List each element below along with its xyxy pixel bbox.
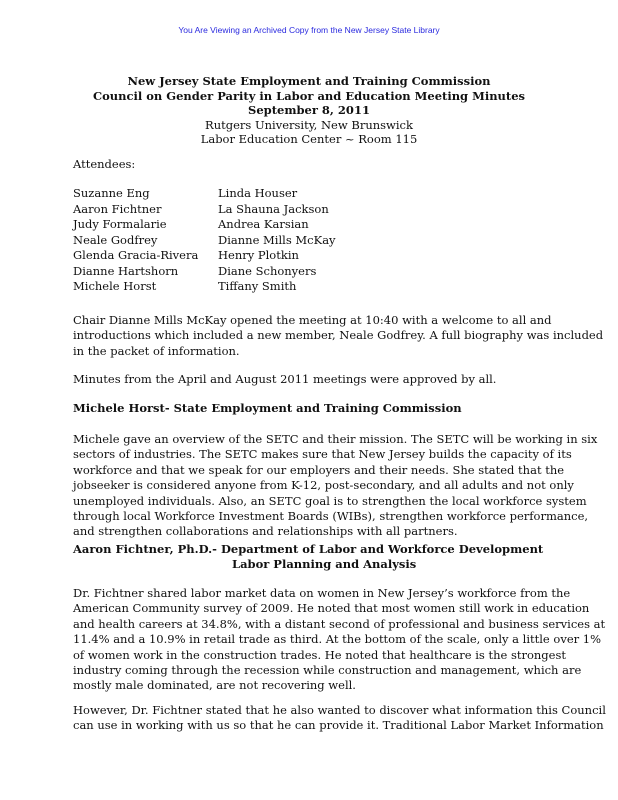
header-council: Council on Gender Parity in Labor and Education Meeting Minutes: [92, 88, 526, 103]
attendee-name: Aaron Fichtner: [73, 201, 162, 216]
paragraph-line: sectors of industries. The SETC makes sure that New Jersey builds the capacity of its: [73, 447, 572, 462]
attendee-name: Dianne Hartshorn: [73, 263, 179, 278]
paragraph-line: in the packet of information.: [73, 343, 240, 358]
paragraph-line: Chair Dianne Mills McKay opened the meeting at 10:40 with a welcome to all and: [73, 313, 552, 327]
paragraph-line: American Community survey of 2009. He noted that most women still work in education: [73, 601, 590, 616]
attendee-name: La Shauna Jackson: [218, 201, 329, 216]
paragraph-line: and health careers at 34.8%, with a distant second of professional and business services at: [73, 616, 606, 631]
attendees-left-column: [73, 186, 198, 295]
attendee-name: Michele Horst: [73, 279, 157, 293]
heading-line: Aaron Fichtner, Ph.D.- Department of Labor and Workforce Development: [73, 542, 544, 556]
attendee-name: Neale Godfrey: [73, 232, 158, 247]
attendee-name: Andrea Karsian: [218, 217, 309, 231]
attendee-name: Glenda Gracia-Rivera: [73, 248, 199, 262]
document-header: [0, 74, 618, 147]
paragraph-line: and strengthen collaborations and relationships with all partners.: [73, 524, 458, 539]
attendee-name: Linda Houser: [218, 186, 298, 200]
header-commission: New Jersey State Employment and Training Commission: [127, 74, 491, 88]
fichtner-closing-paragraph: [73, 703, 606, 734]
attendees-label: Attendees:: [73, 157, 136, 171]
paragraph-line: 11.4% and a 10.9% in retail trade as third. At the bottom of the scale, only a little over 1%: [73, 632, 602, 647]
paragraph-line: industry coming through the recession while construction and management, which are: [73, 663, 582, 678]
archive-banner: You Are Viewing an Archived Copy from the New Jersey State Library: [178, 25, 440, 35]
attendee-name: Diane Schonyers: [218, 263, 317, 278]
paragraph-line: Dr. Fichtner shared labor market data on women in New Jersey’s workforce from the: [73, 586, 571, 600]
header-date: September 8, 2011: [248, 103, 370, 118]
paragraph-line: Minutes from the April and August 2011 meetings were approved by all.: [73, 372, 497, 386]
attendee-name: Judy Formalarie: [73, 217, 167, 231]
paragraph-line: However, Dr. Fichtner stated that he also wanted to discover what information this Council: [73, 703, 606, 717]
attendees-right-column: [218, 186, 336, 295]
attendee-name: Dianne Mills McKay: [218, 232, 336, 247]
paragraph-line: of women work in the construction trades. He noted that healthcare is the strongest: [73, 647, 566, 662]
paragraph-line: jobseeker is considered anyone from K-12, post-secondary, and all adults and not only: [73, 478, 574, 493]
minutes-approval-paragraph: [73, 372, 553, 387]
header-location: Rutgers University, New Brunswick: [205, 117, 413, 132]
fichtner-paragraph: [73, 586, 606, 694]
heading-subline: Labor Planning and Analysis: [232, 557, 417, 572]
paragraph-line: can use in working with us so that he can provide it. Traditional Labor Market Information: [73, 718, 604, 733]
section-heading-horst: Michele Horst- State Employment and Training Commission: [73, 401, 462, 415]
paragraph-line: workforce and that we speak for our employers and their needs. She stated that the: [73, 462, 565, 477]
attendee-name: Tiffany Smith: [218, 279, 297, 293]
header-room: Labor Education Center ~ Room 115: [200, 132, 418, 147]
paragraph-line: unemployed individuals. Also, an SETC goal is to strengthen the local workforce system: [73, 493, 587, 508]
horst-paragraph: [73, 432, 598, 540]
attendee-name: Henry Plotkin: [218, 248, 299, 262]
intro-paragraph: [73, 313, 604, 359]
attendee-name: Suzanne Eng: [73, 186, 150, 200]
section-heading-fichtner: [73, 542, 543, 572]
paragraph-line: Michele gave an overview of the SETC and their mission. The SETC will be working in six: [73, 432, 598, 446]
paragraph-line: introductions which included a new member, Neale Godfrey. A full biography was included: [73, 328, 604, 343]
paragraph-line: mostly male dominated, are not recovering well.: [73, 678, 356, 693]
paragraph-line: through local Workforce Investment Boards (WIBs), strengthen workforce performance,: [73, 509, 589, 524]
